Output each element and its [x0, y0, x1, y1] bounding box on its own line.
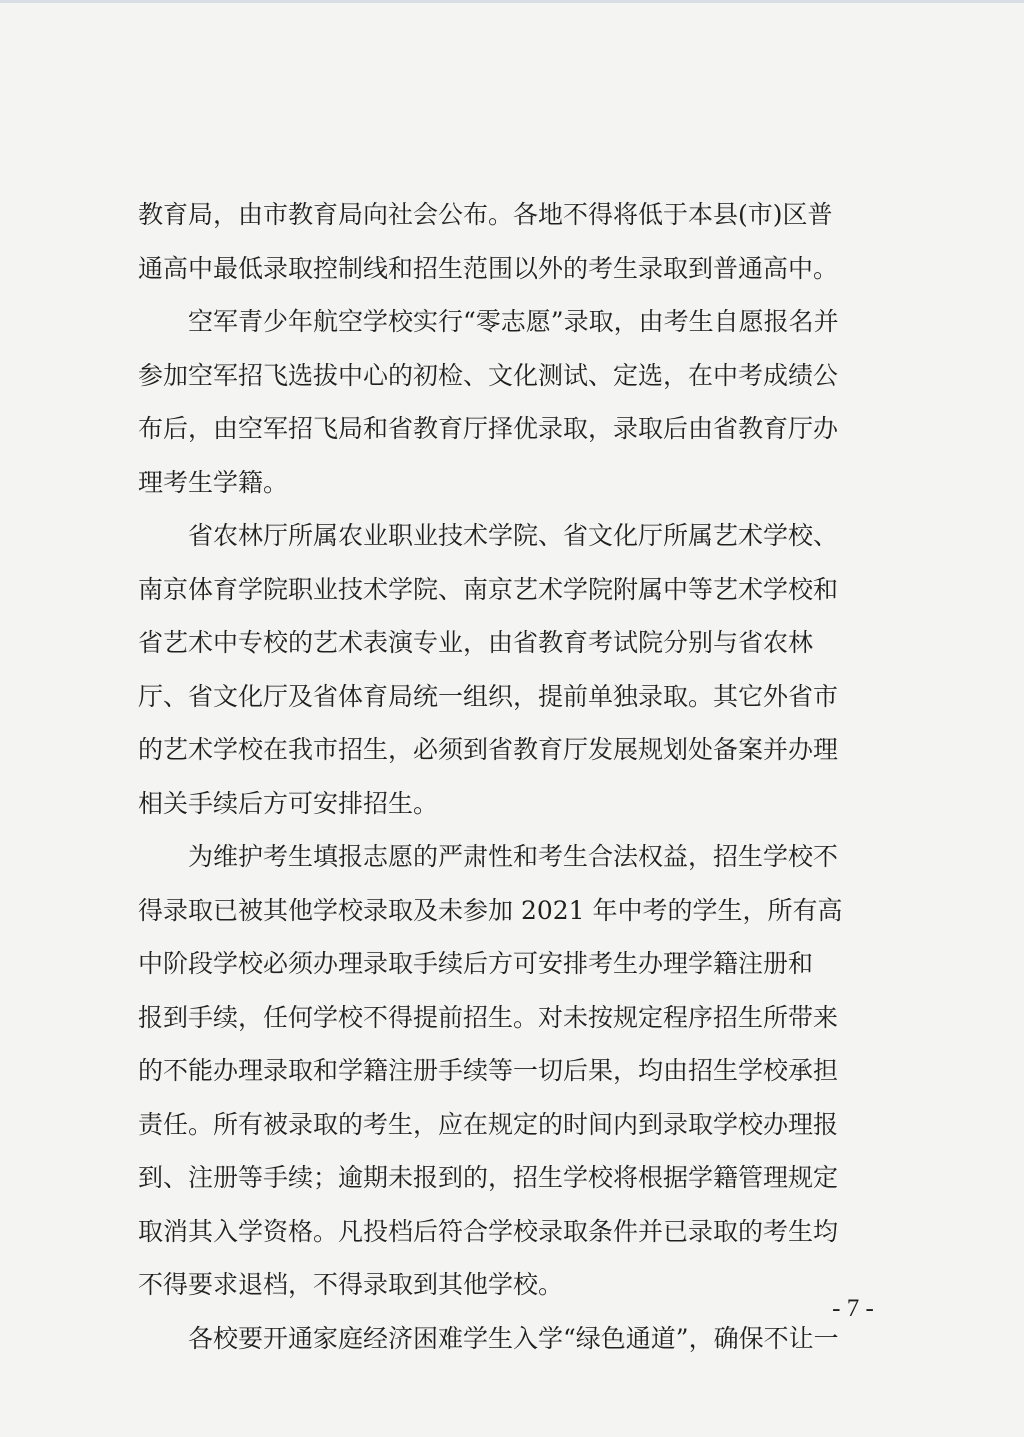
text-line: 理考生学籍。 — [138, 467, 289, 497]
text-line: 取消其入学资格。凡投档后符合学校录取条件并已录取的考生均 — [138, 1216, 839, 1246]
text-line: 中阶段学校必须办理录取手续后方可安排考生办理学籍注册和 — [138, 949, 814, 978]
text-line: 布后，由空军招飞局和省教育厅择优录取，录取后由省教育厅办 — [138, 414, 839, 443]
text-line: 的不能办理录取和学籍注册手续等一切后果，均由招生学校承担 — [138, 1056, 839, 1085]
scan-top-edge — [0, 0, 1024, 3]
page-number: - 7 - — [832, 1295, 874, 1322]
text-line: 报到手续，任何学校不得提前招生。对未按规定程序招生所带来 — [138, 1002, 839, 1032]
text-line: 厅、省文化厅及省体育局统一组织，提前单独录取。其它外省市 — [138, 681, 839, 711]
text-line: 通高中最低录取控制线和招生范围以外的考生录取到普通高中。 — [138, 253, 839, 283]
text-line: 到、注册等手续；逾期未报到的，招生学校将根据学籍管理规定 — [138, 1163, 839, 1192]
text-line: 参加空军招飞选拔中心的初检、文化测试、定选，在中考成绩公 — [138, 360, 839, 390]
text-line: 教育局，由市教育局向社会公布。各地不得将低于本县(市)区普 — [138, 200, 833, 229]
text-line: 为维护考生填报志愿的严肃性和考生合法权益，招生学校不 — [138, 842, 839, 871]
text-line: 各校要开通家庭经济困难学生入学“绿色通道”，确保不让一 — [138, 1323, 839, 1353]
document-body — [138, 188, 898, 1365]
text-line: 责任。所有被录取的考生，应在规定的时间内到录取学校办理报 — [138, 1109, 839, 1139]
text-line: 得录取已被其他学校录取及未参加 2021 年中考的学生，所有高 — [138, 895, 843, 925]
text-line: 的艺术学校在我市招生，必须到省教育厅发展规划处备案并办理 — [138, 735, 839, 764]
text-line: 不得要求退档，不得录取到其他学校。 — [138, 1270, 564, 1299]
text-line: 南京体育学院职业技术学院、南京艺术学院附属中等艺术学校和 — [138, 574, 839, 604]
text-line: 省农林厅所属农业职业技术学院、省文化厅所属艺术学校、 — [138, 521, 839, 550]
text-line: 相关手续后方可安排招生。 — [138, 788, 439, 818]
text-line: 省艺术中专校的艺术表演专业，由省教育考试院分别与省农林 — [138, 628, 814, 657]
text-line: 空军青少年航空学校实行“零志愿”录取，由考生自愿报名并 — [138, 307, 839, 336]
